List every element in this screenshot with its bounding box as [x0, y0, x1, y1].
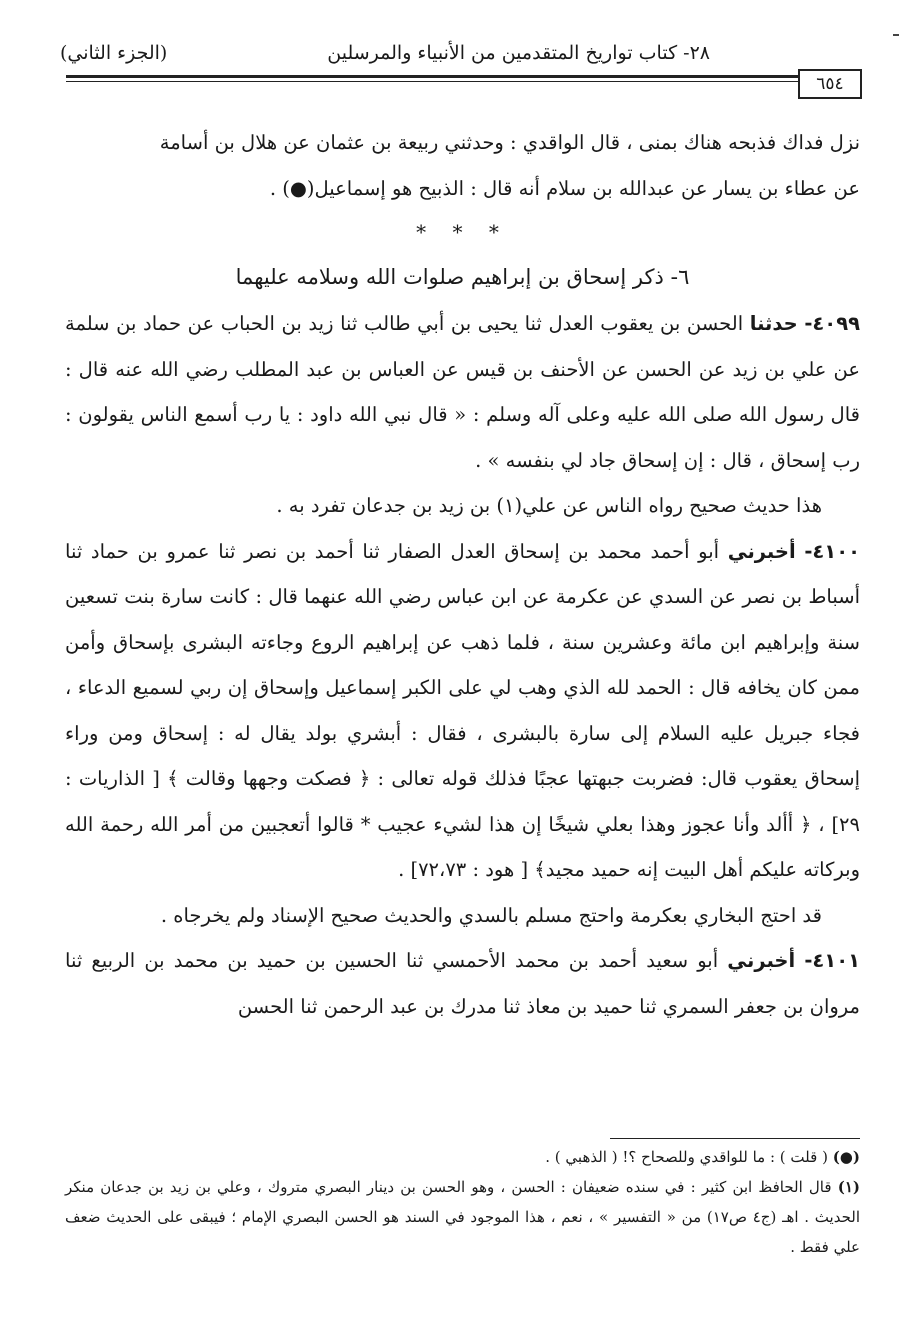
page-header — [60, 38, 860, 72]
header-rule-thin — [66, 81, 856, 82]
footnote-rule — [610, 1138, 860, 1139]
footnote-marker: (١) — [837, 1178, 860, 1196]
page-number: ٦٥٤ — [798, 69, 862, 99]
footnote-1 — [65, 1172, 860, 1262]
hadith-text: أبو أحمد محمد بن إسحاق العدل الصفار ثنا أحمد بن نصر ثنا عمرو بن حماد ثنا أسباط بن نصر عن السدي عن عكرمة عن ابن عباس رضي الله عنهما قال : كانت سارة بنت تسعين سنة وإبراهيم ابن مائة وعشرين سنة ، فلما ذهب عن إبراهيم الروع وجاءته البشرى بإسحاق وأمن ممن كان يخافه قال : الحمد لله الذي وهب لي على الكبر إسماعيل وإسحاق إن ربي لسميع الدعاء ، فجاء جبريل عليه السلام إلى سارة بالبشرى ، فقال : أبشري بولد يقال له : إسحاق ومن وراء إسحاق يعقوب قال: فضربت جبهتها عجبًا فذلك قوله تعالى : ﴿ فصكت وجهها وقالت ﴾ [ الذاريات : ٢٩] ، ﴿ أألد وأنا عجوز وهذا بعلي شيخًا إن هذا لشيء عجيب * قالوا أتعجبين من أمر الله رحمة الله وبركاته عليكم أهل البيت إنه حميد مجيد﴾ [ هود : ٧٢،٧٣] . — [65, 539, 860, 881]
footnote-text: ( قلت ) : ما للواقدي وللصحاح ؟! ( الذهبي ) . — [545, 1148, 828, 1166]
hadith-4101 — [65, 938, 860, 1029]
section-title: ٦- ذكر إسحاق بن إبراهيم صلوات الله وسلامه عليهما — [235, 265, 690, 289]
hadith-keyword: أخبرني — [727, 539, 796, 563]
hadith-keyword: حدثنا — [749, 312, 798, 335]
header-rule — [66, 75, 856, 78]
hadith-text: الحسن بن يعقوب العدل ثنا يحيى بن أبي طالب ثنا زيد بن الحباب عن حماد بن سلمة عن علي بن زيد عن الحسن عن الأحنف بن قيس عن العباس بن عبد المطلب رضي الله عنه قال : قال رسول الله صلى الله عليه وعلى آله وسلم : « قال نبي الله داود : يا رب أسمع الناس يقولون : رب إسحاق ، قال : إن إسحاق جاد لي بنفسه » . — [65, 312, 860, 472]
separator-stars: * * * — [416, 220, 509, 244]
text-line: عن عطاء بن يسار عن عبدالله بن سلام أنه قال : الذبيح هو إسماعيل(●) . — [269, 176, 860, 200]
hadith-4100 — [65, 529, 860, 893]
footnote-marker: (●) — [832, 1148, 860, 1166]
part-label: (الجزء الثاني) — [60, 42, 168, 64]
hadith-comment: هذا حديث صحيح رواه الناس عن علي(١) بن زيد بن جدعان تفرد به . — [276, 494, 822, 517]
text-line: نزل فداك فذبحه هناك بمنى ، قال الواقدي : وحدثني ربيعة بن عثمان عن هلال بن أسامة — [159, 131, 860, 154]
hadith-number: ٤١٠٠- — [804, 539, 861, 563]
hadith-text: أبو سعيد أحمد بن محمد الأحمسي ثنا الحسين بن حميد بن محمد بن الربيع ثنا مروان بن جعفر السمري ثنا حميد بن معاذ ثنا مدرك بن عبد الرحمن ثنا الحسن — [65, 949, 860, 1018]
footnotes — [65, 1142, 860, 1262]
book-title: ٢٨- كتاب تواريخ المتقدمين من الأنبياء والمرسلين — [327, 42, 710, 64]
hadith-number: ٤٠٩٩- — [804, 312, 861, 335]
hadith-number: ٤١٠١- — [804, 949, 861, 972]
corner-mark — [893, 34, 899, 36]
hadith-keyword: أخبرني — [727, 949, 796, 972]
footnote-star — [65, 1142, 860, 1172]
footnote-text: قال الحافظ ابن كثير : في سنده ضعيفان : الحسن ، وهو الحسن بن دينار البصري متروك ، وعلي بن زيد بن جدعان منكر الحديث . اهـ (ج٤ ص١٧) من « التفسير » ، نعم ، هذا الموجود في السند هو الحسن البصري الإمام ؛ فيبقى على الحديث ضعف علي فقط . — [65, 1178, 860, 1256]
hadith-comment: قد احتج البخاري بعكرمة واحتج مسلم بالسدي والحديث صحيح الإسناد ولم يخرجاه . — [160, 903, 822, 927]
hadith-4099 — [65, 301, 860, 483]
main-text — [65, 120, 860, 1029]
